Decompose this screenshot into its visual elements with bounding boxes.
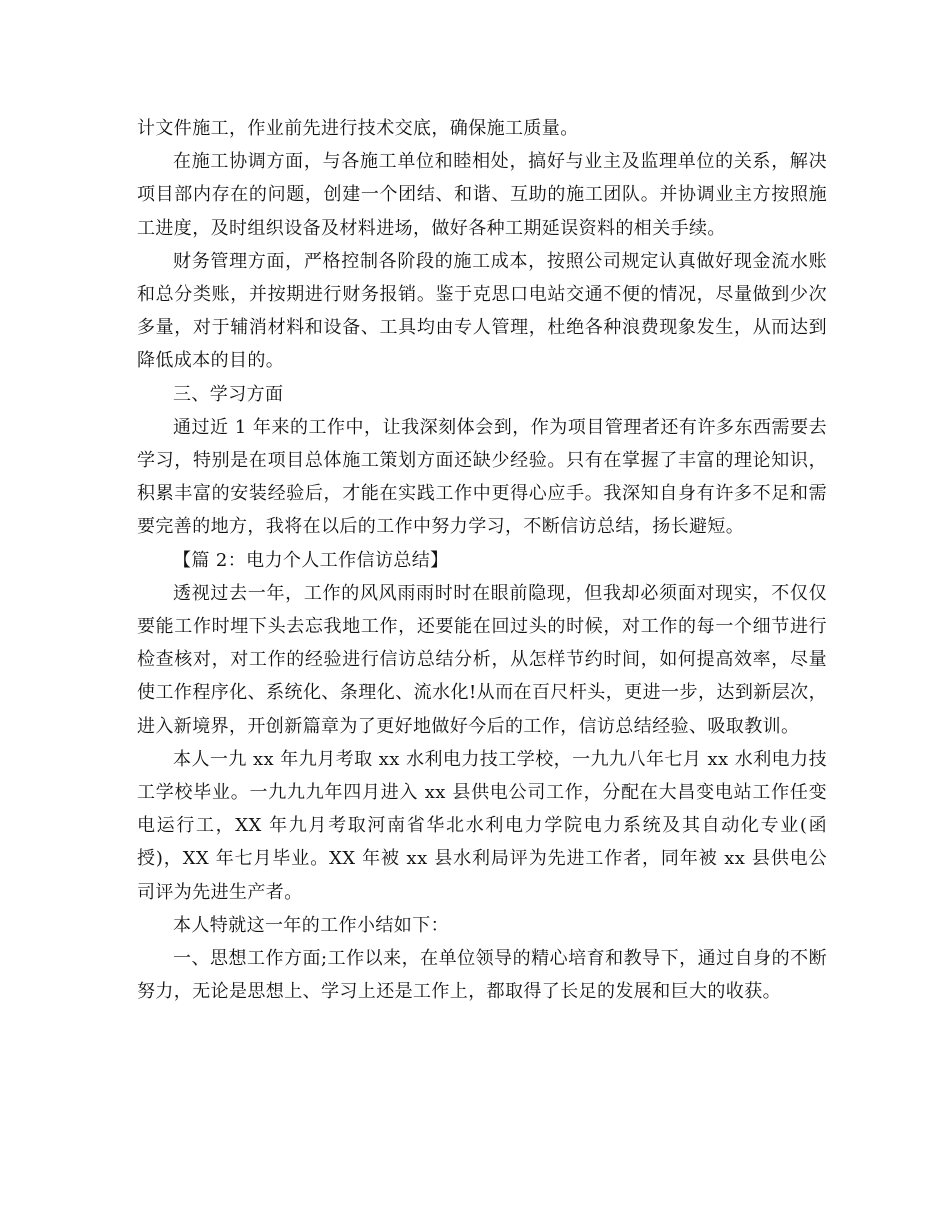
paragraph-10: 一、思想工作方面;工作以来，在单位领导的精心培育和教导下，通过自身的不断努力，无论是思想上、学习上还是工作上，都取得了长足的发展和巨大的收获。 <box>137 948 827 1003</box>
paragraph-9: 本人特就这一年的工作小结如下： <box>173 914 449 936</box>
paragraph-3: 财务管理方面，严格控制各阶段的施工成本，按照公司规定认真做好现金流水账和总分类账，并按期进行财务报销。鉴于克思口电站交通不便的情况，尽量做到少次多量，对于辅消材料和设备、工具均由专人管理，杜绝各种浪费现象发生，从而达到降低成本的目的。 <box>137 250 827 372</box>
paragraph-1: 计文件施工，作业前先进行技术交底，确保施工质量。 <box>137 118 579 139</box>
paragraph-7: 透视过去一年，工作的风风雨雨时时在眼前隐现，但我却必须面对现实，不仅仅要能工作时埋下头去忘我地工作，还要能在回过头的时候，对工作的每一个细节进行检查核对，对工作的经验进行信访总结分析，从怎样节约时间，如何提高效率，尽量使工作程序化、系统化、条理化、流水化!从而在百尺杆头，更进一步，达到新层次，进入新境界，开创新篇章为了更好地做好今后的工作，信访总结经验、吸取教训。 <box>137 582 827 737</box>
document-body <box>137 112 827 1008</box>
chapter-heading-2: 【篇 2：电力个人工作信访总结】 <box>173 549 449 571</box>
paragraph-5: 通过近 1 年来的工作中，让我深刻体会到，作为项目管理者还有许多东西需要去学习，特别是在项目总体施工策划方面还缺少经验。只有在掌握了丰富的理论知识，积累丰富的安装经验后，才能在实践工作中更得心应手。我深知自身有许多不足和需要完善的地方，我将在以后的工作中努力学习，不断信访总结，扬长避短。 <box>137 416 827 538</box>
paragraph-8: 本人一九 xx 年九月考取 xx 水利电力技工学校，一九九八年七月 xx 水利电力技工学校毕业。一九九九年四月进入 xx 县供电公司工作，分配在大昌变电站工作任变电运行工，XX 年九月考取河南省华北水利电力学院电力系统及其自动化专业(函授)，XX 年七月毕业。XX 年被 xx 县水利局评为先进工作者，同年被 xx 县供电公司评为先进生产者。 <box>137 748 827 903</box>
section-heading-study: 三、学习方面 <box>173 383 284 405</box>
paragraph-2: 在施工协调方面，与各施工单位和睦相处，搞好与业主及监理单位的关系，解决项目部内存在的问题，创建一个团结、和谐、互助的施工团队。并协调业主方按照施工进度，及时组织设备及材料进场，做好各种工期延误资料的相关手续。 <box>137 151 827 239</box>
